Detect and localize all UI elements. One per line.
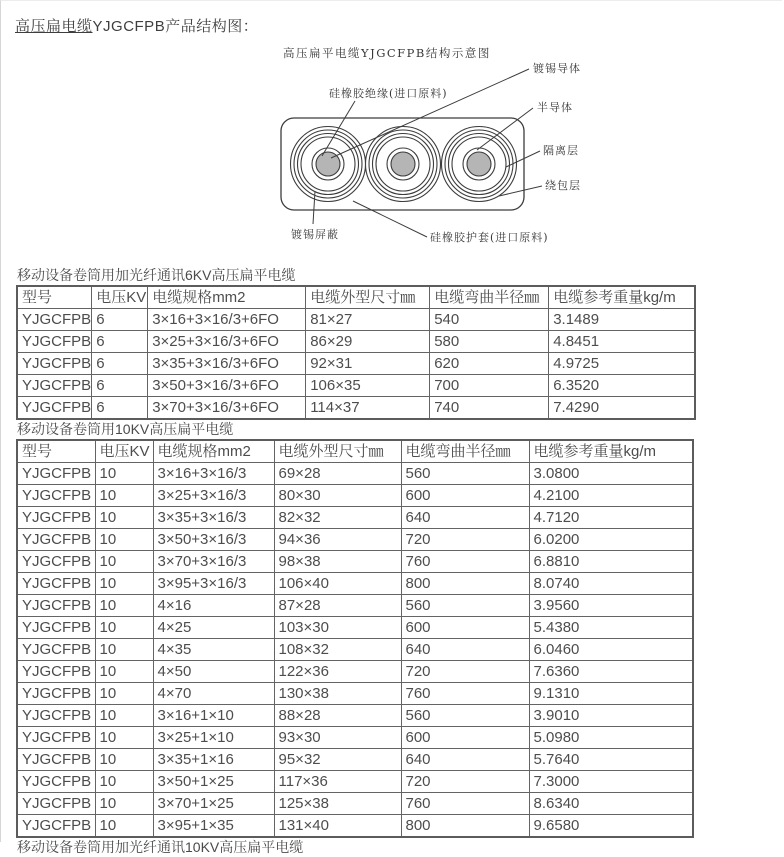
- table-cell: 3×95+1×35: [153, 815, 274, 838]
- table-cell: 10: [95, 463, 153, 485]
- table-cell: 640: [401, 639, 529, 661]
- table-cell: 10: [95, 683, 153, 705]
- table-cell: 6: [92, 353, 148, 375]
- table-cell: 92×31: [306, 353, 430, 375]
- table-header-row: [17, 440, 693, 463]
- table-cell: 10: [95, 507, 153, 529]
- table-row: [17, 661, 693, 683]
- table-cell: YJGCFPB: [17, 529, 95, 551]
- table-cell: 4.9725: [549, 353, 695, 375]
- table-cell: 108×32: [274, 639, 401, 661]
- table-cell: 10: [95, 551, 153, 573]
- table-cell: 3×25+3×16/3: [153, 485, 274, 507]
- table-cell: 700: [430, 375, 549, 397]
- diagram-title: 高压扁平电缆YJGCFPB结构示意图: [283, 46, 491, 60]
- table-row: [17, 639, 693, 661]
- table-cell: 6: [92, 309, 148, 331]
- table-row: [17, 683, 693, 705]
- table-cell: YJGCFPB: [17, 683, 95, 705]
- conductor-core-3: [467, 152, 491, 176]
- table-cell: 122×36: [274, 661, 401, 683]
- table-cell: 540: [430, 309, 549, 331]
- table-cell: 3.9010: [529, 705, 693, 727]
- table-cell: 6.3520: [549, 375, 695, 397]
- table-cell: 10: [95, 771, 153, 793]
- table-cell: 800: [401, 573, 529, 595]
- label-tinned-shield: 镀锡屏蔽: [291, 228, 339, 241]
- table-cell: 3.9560: [529, 595, 693, 617]
- table-cell: YJGCFPB: [17, 661, 95, 683]
- table-cell: 3×35+3×16/3: [153, 507, 274, 529]
- table-cell: YJGCFPB: [17, 397, 92, 420]
- table-row: [17, 793, 693, 815]
- table-cell: 760: [401, 793, 529, 815]
- table-cell: 600: [401, 727, 529, 749]
- table-cell: 10: [95, 485, 153, 507]
- table2-caption: 移动设备卷筒用10KV高压扁平电缆: [17, 421, 234, 437]
- column-header: 型号: [17, 440, 95, 463]
- table-cell: 106×40: [274, 573, 401, 595]
- table-cell: 3×50+1×25: [153, 771, 274, 793]
- table-row: [17, 551, 693, 573]
- table-cell: 3×50+3×16/3: [153, 529, 274, 551]
- column-header: 电缆参考重量kg/m: [549, 286, 695, 309]
- table-cell: 6: [92, 331, 148, 353]
- table-row: [17, 749, 693, 771]
- cable-structure-diagram: [263, 39, 608, 259]
- table-cell: 10: [95, 661, 153, 683]
- table-cell: 103×30: [274, 617, 401, 639]
- table-cell: 7.3000: [529, 771, 693, 793]
- table-cell: 720: [401, 661, 529, 683]
- table-header-row: [17, 286, 695, 309]
- table-cell: 94×36: [274, 529, 401, 551]
- table-cell: YJGCFPB: [17, 793, 95, 815]
- table-cell: 8.0740: [529, 573, 693, 595]
- table-cell: 10: [95, 639, 153, 661]
- table-cell: 95×32: [274, 749, 401, 771]
- table-row: [17, 529, 693, 551]
- table-cell: YJGCFPB: [17, 573, 95, 595]
- table-cell: 4.7120: [529, 507, 693, 529]
- table-cell: 10: [95, 727, 153, 749]
- table-cell: 10: [95, 573, 153, 595]
- table-cell: 3×16+3×16/3: [153, 463, 274, 485]
- title-link[interactable]: 高压扁电缆: [15, 18, 93, 35]
- table-cell: 3×16+3×16/3+6FO: [148, 309, 306, 331]
- table-row: [17, 595, 693, 617]
- table-cell: 560: [401, 463, 529, 485]
- table-cell: 5.7640: [529, 749, 693, 771]
- table-cell: 620: [430, 353, 549, 375]
- table-cell: 3×35+3×16/3+6FO: [148, 353, 306, 375]
- table-row: [17, 463, 693, 485]
- table-cell: 87×28: [274, 595, 401, 617]
- label-silicone-sheath: 硅橡胶护套(进口原料): [430, 231, 549, 244]
- table-cell: 10: [95, 705, 153, 727]
- column-header: 电缆外型尺寸㎜: [274, 440, 401, 463]
- table-cell: 10: [95, 617, 153, 639]
- table-cell: 3×70+3×16/3+6FO: [148, 397, 306, 420]
- table-row: [17, 771, 693, 793]
- table-cell: 3.0800: [529, 463, 693, 485]
- table-cell: 88×28: [274, 705, 401, 727]
- table1-caption: 移动设备卷筒用加光纤通讯6KV高压扁平电缆: [17, 267, 296, 283]
- table-row: [17, 815, 693, 838]
- table-cell: YJGCFPB: [17, 617, 95, 639]
- column-header: 型号: [17, 286, 92, 309]
- table-cell: 560: [401, 705, 529, 727]
- table-cell: 82×32: [274, 507, 401, 529]
- table-cell: 10: [95, 793, 153, 815]
- table-row: [17, 375, 695, 397]
- table-cell: 3×35+1×16: [153, 749, 274, 771]
- table-cell: 10: [95, 815, 153, 838]
- column-header: 电缆规格mm2: [153, 440, 274, 463]
- column-header: 电缆弯曲半径㎜: [401, 440, 529, 463]
- table-cell: 80×30: [274, 485, 401, 507]
- table-cell: 10: [95, 749, 153, 771]
- table-cell: 69×28: [274, 463, 401, 485]
- table-cell: 6: [92, 375, 148, 397]
- table-cell: YJGCFPB: [17, 463, 95, 485]
- table-cell: YJGCFPB: [17, 485, 95, 507]
- column-header: 电压KV: [92, 286, 148, 309]
- table-cell: 10: [95, 529, 153, 551]
- table-row: [17, 617, 693, 639]
- table-cell: YJGCFPB: [17, 331, 92, 353]
- table-cell: YJGCFPB: [17, 551, 95, 573]
- table-cell: 8.6340: [529, 793, 693, 815]
- label-semiconductor: 半导体: [537, 101, 573, 114]
- table-cell: 580: [430, 331, 549, 353]
- spec-table-6kv: [16, 285, 696, 420]
- table-row: [17, 727, 693, 749]
- table-row: [17, 309, 695, 331]
- table-cell: 760: [401, 683, 529, 705]
- conductor-core-2: [391, 152, 415, 176]
- table-cell: 6.0200: [529, 529, 693, 551]
- column-header: 电缆参考重量kg/m: [529, 440, 693, 463]
- table-cell: 3.1489: [549, 309, 695, 331]
- table-cell: 86×29: [306, 331, 430, 353]
- table-cell: 3×70+1×25: [153, 793, 274, 815]
- table-cell: 3×25+3×16/3+6FO: [148, 331, 306, 353]
- table-cell: 4×50: [153, 661, 274, 683]
- table-cell: 4.8451: [549, 331, 695, 353]
- table-cell: YJGCFPB: [17, 639, 95, 661]
- cable-cores: [291, 127, 517, 202]
- table-cell: 3×25+1×10: [153, 727, 274, 749]
- table-cell: 9.1310: [529, 683, 693, 705]
- table-cell: 6.0460: [529, 639, 693, 661]
- table-cell: YJGCFPB: [17, 815, 95, 838]
- table-cell: 131×40: [274, 815, 401, 838]
- label-tinned-conductor: 镀锡导体: [533, 62, 581, 75]
- table-row: [17, 397, 695, 420]
- table-cell: 5.0980: [529, 727, 693, 749]
- table-cell: 4×16: [153, 595, 274, 617]
- column-header: 电缆弯曲半径㎜: [430, 286, 549, 309]
- footer-caption: 移动设备卷筒用加光纤通讯10KV高压扁平电缆: [17, 839, 304, 855]
- table-cell: YJGCFPB: [17, 771, 95, 793]
- table-cell: 560: [401, 595, 529, 617]
- table-cell: 98×38: [274, 551, 401, 573]
- table-cell: 760: [401, 551, 529, 573]
- table-cell: YJGCFPB: [17, 595, 95, 617]
- label-wrapping-layer: 绕包层: [545, 179, 581, 192]
- table-cell: 3×16+1×10: [153, 705, 274, 727]
- table-cell: 720: [401, 529, 529, 551]
- column-header: 电缆规格mm2: [148, 286, 306, 309]
- table-cell: 7.6360: [529, 661, 693, 683]
- table-cell: 640: [401, 507, 529, 529]
- table-row: [17, 485, 693, 507]
- page-title: [15, 15, 258, 36]
- table-cell: 740: [430, 397, 549, 420]
- table-cell: 125×38: [274, 793, 401, 815]
- label-isolation-layer: 隔离层: [543, 144, 579, 157]
- table-cell: YJGCFPB: [17, 705, 95, 727]
- table-cell: 600: [401, 617, 529, 639]
- table-cell: 117×36: [274, 771, 401, 793]
- table-row: [17, 353, 695, 375]
- table-row: [17, 331, 695, 353]
- table-row: [17, 507, 693, 529]
- table-cell: YJGCFPB: [17, 507, 95, 529]
- table-cell: YJGCFPB: [17, 749, 95, 771]
- table-cell: 3×50+3×16/3+6FO: [148, 375, 306, 397]
- table-cell: 7.4290: [549, 397, 695, 420]
- table-cell: 106×35: [306, 375, 430, 397]
- table-cell: 600: [401, 485, 529, 507]
- table-cell: 114×37: [306, 397, 430, 420]
- table-cell: 720: [401, 771, 529, 793]
- table-cell: 4.2100: [529, 485, 693, 507]
- table-cell: YJGCFPB: [17, 375, 92, 397]
- table-row: [17, 705, 693, 727]
- title-rest: YJGCFPB产品结构图：: [92, 18, 259, 35]
- table-cell: 3×70+3×16/3: [153, 551, 274, 573]
- column-header: 电缆外型尺寸㎜: [306, 286, 430, 309]
- table-cell: 4×70: [153, 683, 274, 705]
- table-cell: YJGCFPB: [17, 353, 92, 375]
- table-cell: 10: [95, 595, 153, 617]
- table-row: [17, 573, 693, 595]
- table-cell: 93×30: [274, 727, 401, 749]
- table-cell: 4×25: [153, 617, 274, 639]
- table-cell: 130×38: [274, 683, 401, 705]
- table-cell: 640: [401, 749, 529, 771]
- table-cell: 6: [92, 397, 148, 420]
- table-cell: 81×27: [306, 309, 430, 331]
- table-cell: 800: [401, 815, 529, 838]
- table-cell: 6.8810: [529, 551, 693, 573]
- table-cell: 5.4380: [529, 617, 693, 639]
- spec-table-10kv: [16, 439, 694, 838]
- column-header: 电压KV: [95, 440, 153, 463]
- table-cell: 4×35: [153, 639, 274, 661]
- label-silicone-insulation: 硅橡胶绝缘(进口原料): [329, 87, 448, 100]
- table-cell: YJGCFPB: [17, 309, 92, 331]
- table-cell: 3×95+3×16/3: [153, 573, 274, 595]
- table-cell: 9.6580: [529, 815, 693, 838]
- table-cell: YJGCFPB: [17, 727, 95, 749]
